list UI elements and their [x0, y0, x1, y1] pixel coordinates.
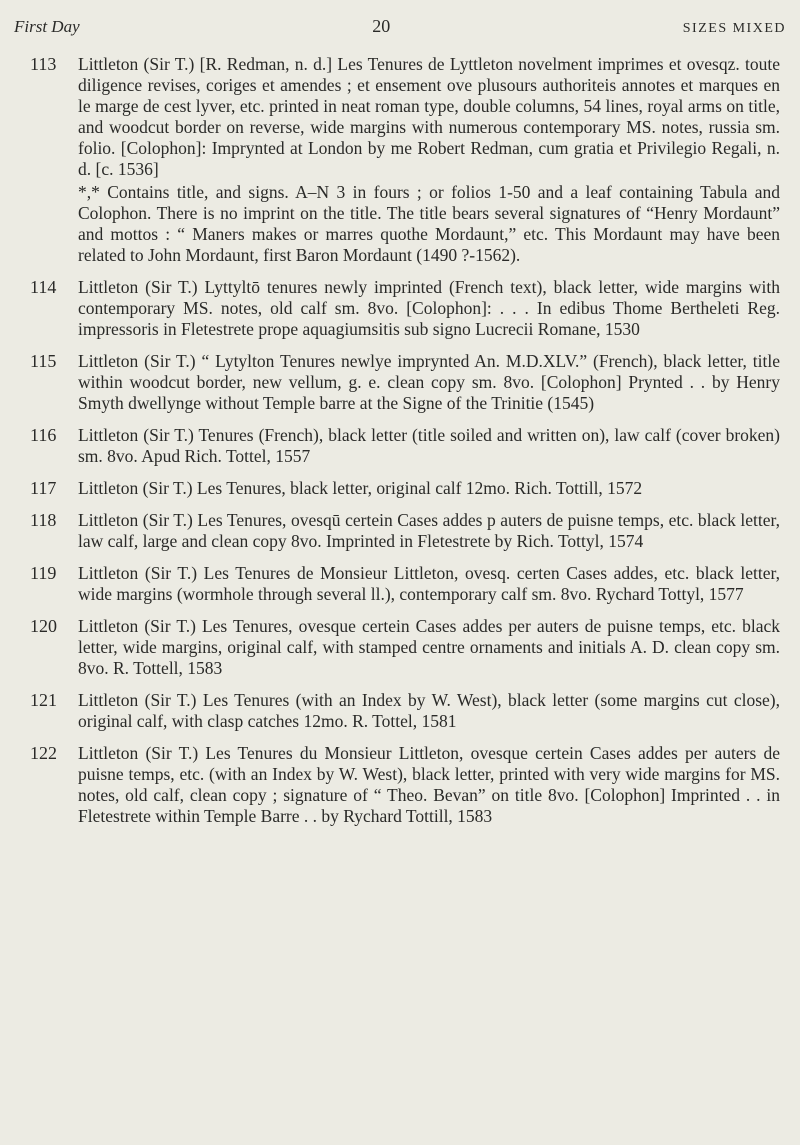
page-header: [14, 16, 786, 37]
lot-description: Littleton (Sir T.) Les Tenures, black letter, original calf 12mo. Rich. Tottill, 1572: [78, 478, 643, 498]
lot-entry: [30, 351, 780, 414]
lot-entry: [30, 616, 780, 679]
lot-description: Littleton (Sir T.) Les Tenures (with an Index by W. West), black letter (some margins cut close), original calf, with clasp catches 12mo. R. Tottel, 1581: [78, 690, 780, 731]
lot-entry: [30, 54, 780, 266]
lot-entry: [30, 277, 780, 340]
lot-description: Littleton (Sir T.) Tenures (French), black letter (title soiled and written on), law calf (cover broken) sm. 8vo. Apud Rich. Tottel, 1557: [78, 425, 780, 466]
day-heading: First Day: [14, 17, 80, 36]
lot-entry: [30, 563, 780, 605]
lot-description: Littleton (Sir T.) Les Tenures du Monsieur Littleton, ovesque certein Cases addes per auters de puisne temps, etc. (with an Index by W. West), black letter, printed with very wide margins for MS. notes, old calf, clean copy ; signature of “ Theo. Bevan” on title 8vo. [Colophon] Imprinted . . in Fletestrete within Temple Barre . . by Rychard Tottill, 1583: [78, 743, 780, 826]
lot-number: 114: [30, 277, 57, 297]
section-heading: SIZES MIXED: [682, 21, 786, 36]
lot-entry: [30, 510, 780, 552]
lot-number: 121: [30, 690, 57, 710]
lot-number: 113: [30, 54, 57, 74]
lot-number: 118: [30, 510, 57, 530]
lot-description: Littleton (Sir T.) Les Tenures de Monsieur Littleton, ovesq. certen Cases addes, etc. black letter, wide margins (wormhole through several ll.), contemporary calf sm. 8vo. Rychard Tottyl, 1577: [78, 563, 780, 604]
lot-entry: [30, 425, 780, 467]
lot-number: 122: [30, 743, 57, 763]
lot-note: *,* Contains title, and signs. A–N 3 in fours ; or folios 1-50 and a leaf containing Tabula and Colophon. There is no imprint on the title. The title bears several signatures of “Henry Mordaunt” and mottos : “ Maners makes or marres quothe Mordaunt,” etc. This Mordaunt may have been related to John Mordaunt, first Baron Mordaunt (1490 ?-1562).: [78, 182, 780, 265]
lot-list: [30, 54, 780, 838]
lot-entry: [30, 690, 780, 732]
lot-description: Littleton (Sir T.) Les Tenures, ovesque certein Cases addes per auters de puisne temps, etc. black letter, wide margins, original calf, with stamped centre ornaments and initials A. D. clean copy sm. 8vo. R. Tottell, 1583: [78, 616, 780, 678]
lot-entry: [30, 478, 780, 499]
lot-number: 117: [30, 478, 57, 498]
lot-description: Littleton (Sir T.) “ Lytylton Tenures newlye imprynted An. M.D.XLV.” (French), black letter, title within woodcut border, new vellum, g. e. clean copy sm. 8vo. [Colophon] Prynted . . by Henry Smyth dwellynge without Temple barre at the Signe of the Trinitie (1545): [78, 351, 780, 413]
page-number: 20: [372, 16, 391, 36]
lot-entry: [30, 743, 780, 827]
lot-number: 120: [30, 616, 57, 636]
lot-number: 119: [30, 563, 57, 583]
lot-description: Littleton (Sir T.) Les Tenures, ovesqū certein Cases addes p auters de puisne temps, etc. black letter, law calf, large and clean copy 8vo. Imprinted in Fletestrete by Rich. Tottyl, 1574: [78, 510, 780, 551]
lot-description: Littleton (Sir T.) [R. Redman, n. d.] Les Tenures de Lyttleton novelment imprimes et ovesqz. toute diligence revises, coriges et amendes ; et ensement ove plusours authoriteis annotes et marques en le marge de cest lyver, etc. printed in neat roman type, double columns, 54 lines, royal arms on title, and woodcut border on reverse, wide margins with numerous contemporary MS. notes, russia sm. folio. [Colophon]: Imprynted at London by me Robert Redman, cum gratia et Privilegio Regali, n. d. [c. 1536]: [78, 54, 780, 179]
lot-number: 115: [30, 351, 57, 371]
lot-number: 116: [30, 425, 57, 445]
lot-description: Littleton (Sir T.) Lyttyltō tenures newly imprinted (French text), black letter, wide margins with contemporary MS. notes, old calf sm. 8vo. [Colophon]: . . . In edibus Thome Bertheleti Reg. impressoris in Fletestrete prope aquagiumsitis sub signo Lucrecii Romane, 1530: [78, 277, 780, 339]
